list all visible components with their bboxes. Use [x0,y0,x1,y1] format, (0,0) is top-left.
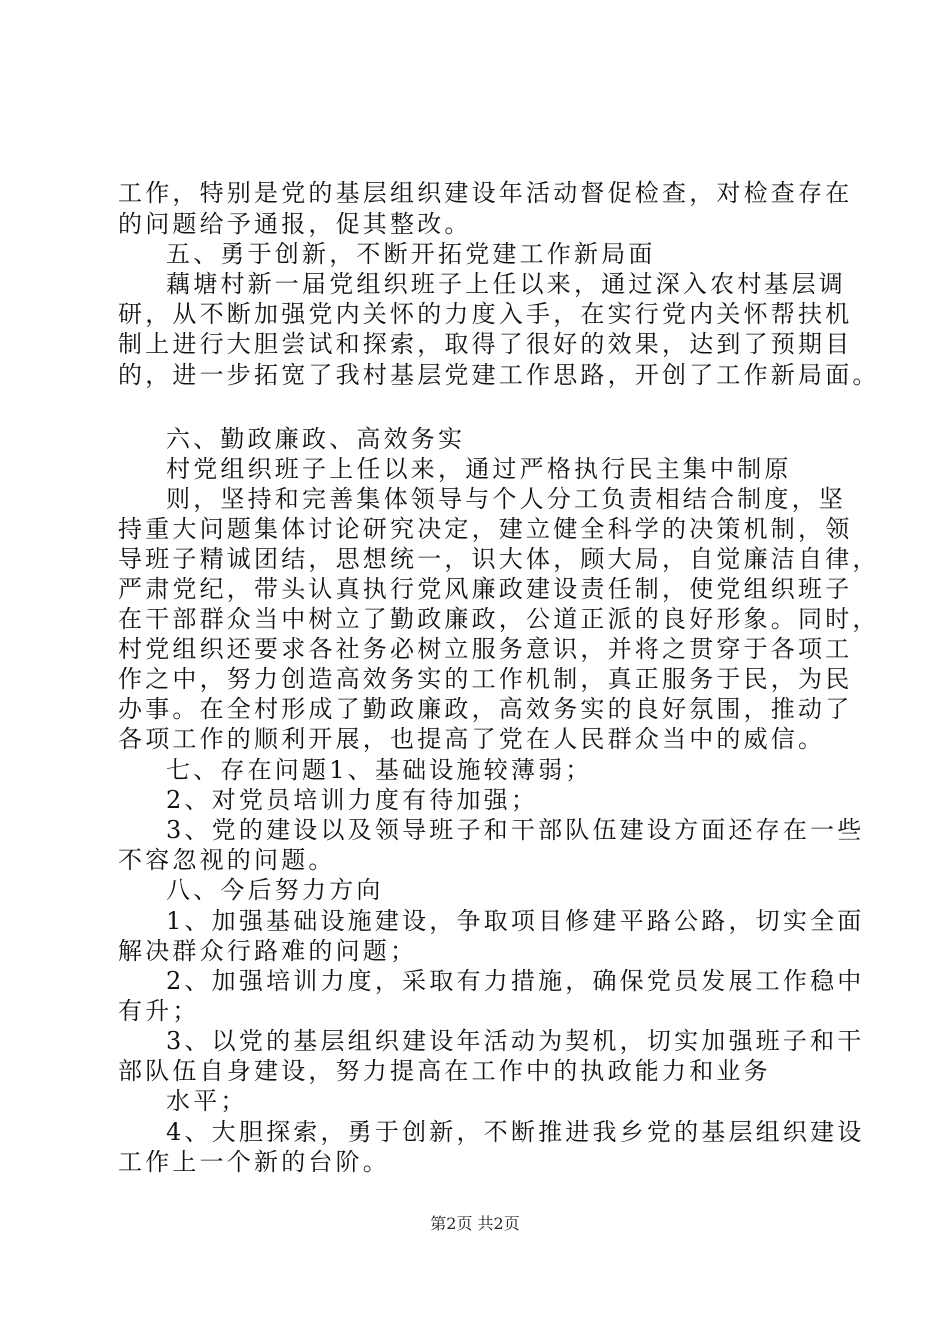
body-text-line: 研，从不断加强党内关怀的力度入手，在实行党内关怀帮扶机 [118,300,853,328]
body-text-line: 则，坚持和完善集体领导与个人分工负责相结合制度，坚 [166,485,846,513]
body-text-line: 各项工作的顺利开展，也提高了党在人民群众当中的威信。 [118,725,826,753]
body-text-line: 的问题给予通报，促其整改。 [118,210,472,238]
body-text-line: 村党组织还要求各社务必树立服务意识，并将之贯穿于各项工 [118,635,853,663]
body-text-line: 水平； [166,1087,248,1115]
body-text-line: 持重大问题集体讨论研究决定，建立健全科学的决策机制，领 [118,515,853,543]
list-item: 2、对党员培训力度有待加强； [166,786,539,814]
body-text-line: 解决群众行路难的问题； [118,937,418,965]
body-text-line: 导班子精诚团结，思想统一，识大体，顾大局，自觉廉洁自律， [118,545,880,573]
body-text-line: 不容忽视的问题。 [118,846,336,874]
section-heading: 八、今后努力方向 [166,876,384,904]
body-text-line: 工作，特别是党的基层组织建设年活动督促检查，对检查存在 [118,179,853,207]
section-heading: 五、勇于创新，不断开拓党建工作新局面 [166,240,656,268]
body-text-line: 村党组织班子上任以来，通过严格执行民主集中制原 [166,455,792,483]
body-text-line: 严肃党纪，带头认真执行党风廉政建设责任制，使党组织班子 [118,575,853,603]
body-text-line: 办事。在全村形成了勤政廉政，高效务实的良好氛围，推动了 [118,695,853,723]
section-heading: 六、勤政廉政、高效务实 [166,425,466,453]
body-text-line: 部队伍自身建设，努力提高在工作中的执政能力和业务 [118,1057,771,1085]
body-text-line: 藕塘村新一届党组织班子上任以来，通过深入农村基层调 [166,270,846,298]
list-item: 3、以党的基层组织建设年活动为契机，切实加强班子和干 [166,1027,865,1055]
body-text-line: 有升； [118,997,200,1025]
page-number-footer: 第2页 共2页 [430,1214,520,1233]
section-heading: 七、存在问题1、基础设施较薄弱； [166,756,593,784]
body-text-line: 在干部群众当中树立了勤政廉政，公道正派的良好形象。同时， [118,605,880,633]
list-item: 3、党的建设以及领导班子和干部队伍建设方面还存在一些 [166,816,865,844]
body-text-line: 工作上一个新的台阶。 [118,1148,390,1176]
body-text-line: 制上进行大胆尝试和探索，取得了很好的效果，达到了预期目 [118,330,853,358]
list-item: 2、加强培训力度，采取有力措施，确保党员发展工作稳中 [166,967,865,995]
list-item: 4、大胆探索，勇于创新，不断推进我乡党的基层组织建设 [166,1118,865,1146]
body-text-line: 的，进一步拓宽了我村基层党建工作思路，开创了工作新局面。 [118,361,880,389]
body-text-line: 作之中，努力创造高效务实的工作机制，真正服务于民，为民 [118,665,853,693]
list-item: 1、加强基础设施建设，争取项目修建平路公路，切实全面 [166,907,865,935]
